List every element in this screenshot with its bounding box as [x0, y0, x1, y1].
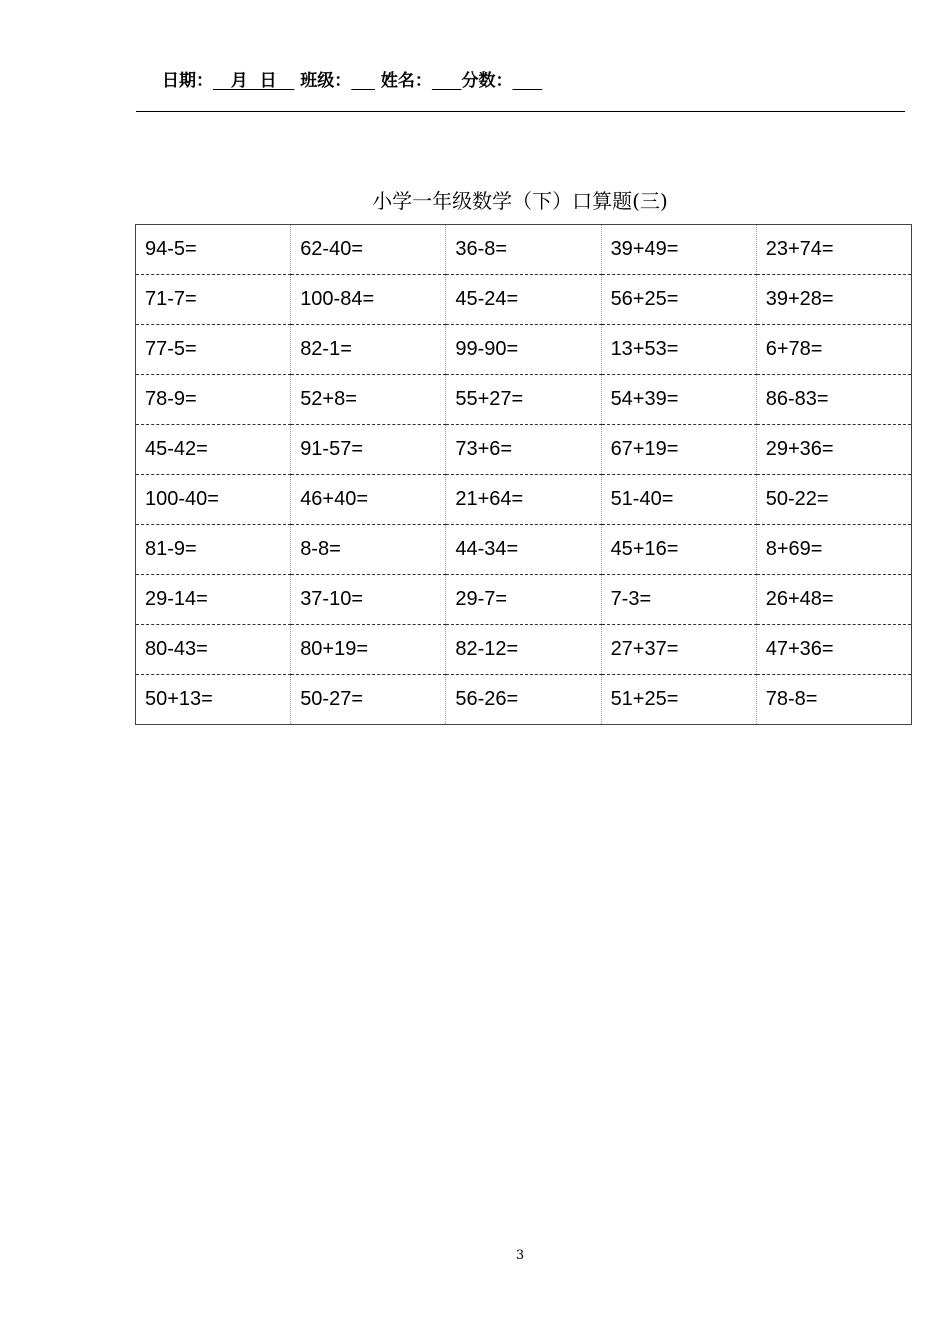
problem-row [136, 625, 912, 675]
problem-cell: 51-40= [601, 475, 756, 525]
problem-cell: 71-7= [136, 275, 291, 325]
problem-row [136, 375, 912, 425]
problem-cell: 67+19= [601, 425, 756, 475]
problem-grid [135, 224, 912, 725]
problem-row [136, 425, 912, 475]
problem-row [136, 325, 912, 375]
problem-cell: 44-34= [446, 525, 601, 575]
problem-cell: 86-83= [756, 375, 911, 425]
problem-cell: 91-57= [291, 425, 446, 475]
date-label: 日期： [162, 71, 213, 91]
problem-cell: 50-27= [291, 675, 446, 725]
problem-row [136, 275, 912, 325]
date-field[interactable]: 月 日 [213, 71, 295, 91]
problem-cell: 50-22= [756, 475, 911, 525]
problem-cell: 55+27= [446, 375, 601, 425]
problem-cell: 51+25= [601, 675, 756, 725]
problem-cell: 94-5= [136, 225, 291, 275]
problem-cell: 62-40= [291, 225, 446, 275]
problem-cell: 50+13= [136, 675, 291, 725]
problem-cell: 77-5= [136, 325, 291, 375]
score-field[interactable] [512, 71, 542, 91]
problem-cell: 39+49= [601, 225, 756, 275]
name-field[interactable] [432, 71, 462, 91]
problem-cell: 6+78= [756, 325, 911, 375]
problem-cell: 26+48= [756, 575, 911, 625]
name-label: 姓名： [380, 71, 432, 91]
problem-row [136, 225, 912, 275]
problem-cell: 78-9= [136, 375, 291, 425]
problem-cell: 56+25= [601, 275, 756, 325]
problem-cell: 8+69= [756, 525, 911, 575]
worksheet-header [162, 66, 542, 91]
problem-cell: 80+19= [291, 625, 446, 675]
problem-cell: 82-12= [446, 625, 601, 675]
problem-cell: 7-3= [601, 575, 756, 625]
page-title: 小学一年级数学（下）口算题(三) [372, 189, 668, 213]
page-number: 3 [515, 1248, 525, 1263]
problem-cell: 8-8= [291, 525, 446, 575]
problem-cell: 46+40= [291, 475, 446, 525]
problem-cell: 21+64= [446, 475, 601, 525]
problem-cell: 29-14= [136, 575, 291, 625]
problem-cell: 81-9= [136, 525, 291, 575]
problem-cell: 29+36= [756, 425, 911, 475]
problem-cell: 52+8= [291, 375, 446, 425]
score-label: 分数： [461, 71, 513, 91]
problem-row [136, 525, 912, 575]
problem-cell: 27+37= [601, 625, 756, 675]
problem-cell: 80-43= [136, 625, 291, 675]
class-label: 班级： [300, 71, 352, 91]
problem-cell: 45-42= [136, 425, 291, 475]
problem-cell: 78-8= [756, 675, 911, 725]
problem-cell: 23+74= [756, 225, 911, 275]
problem-row [136, 675, 912, 725]
class-field[interactable] [351, 71, 375, 91]
problem-cell: 39+28= [756, 275, 911, 325]
problem-row [136, 575, 912, 625]
problem-cell: 47+36= [756, 625, 911, 675]
problem-cell: 56-26= [446, 675, 601, 725]
problem-cell: 37-10= [291, 575, 446, 625]
problem-cell: 13+53= [601, 325, 756, 375]
problem-cell: 100-84= [291, 275, 446, 325]
problem-row [136, 475, 912, 525]
problem-cell: 99-90= [446, 325, 601, 375]
problem-cell: 82-1= [291, 325, 446, 375]
problem-cell: 29-7= [446, 575, 601, 625]
problem-cell: 73+6= [446, 425, 601, 475]
problem-cell: 36-8= [446, 225, 601, 275]
problem-cell: 54+39= [601, 375, 756, 425]
header-divider [136, 111, 905, 112]
problem-cell: 45-24= [446, 275, 601, 325]
problem-cell: 45+16= [601, 525, 756, 575]
problem-cell: 100-40= [136, 475, 291, 525]
